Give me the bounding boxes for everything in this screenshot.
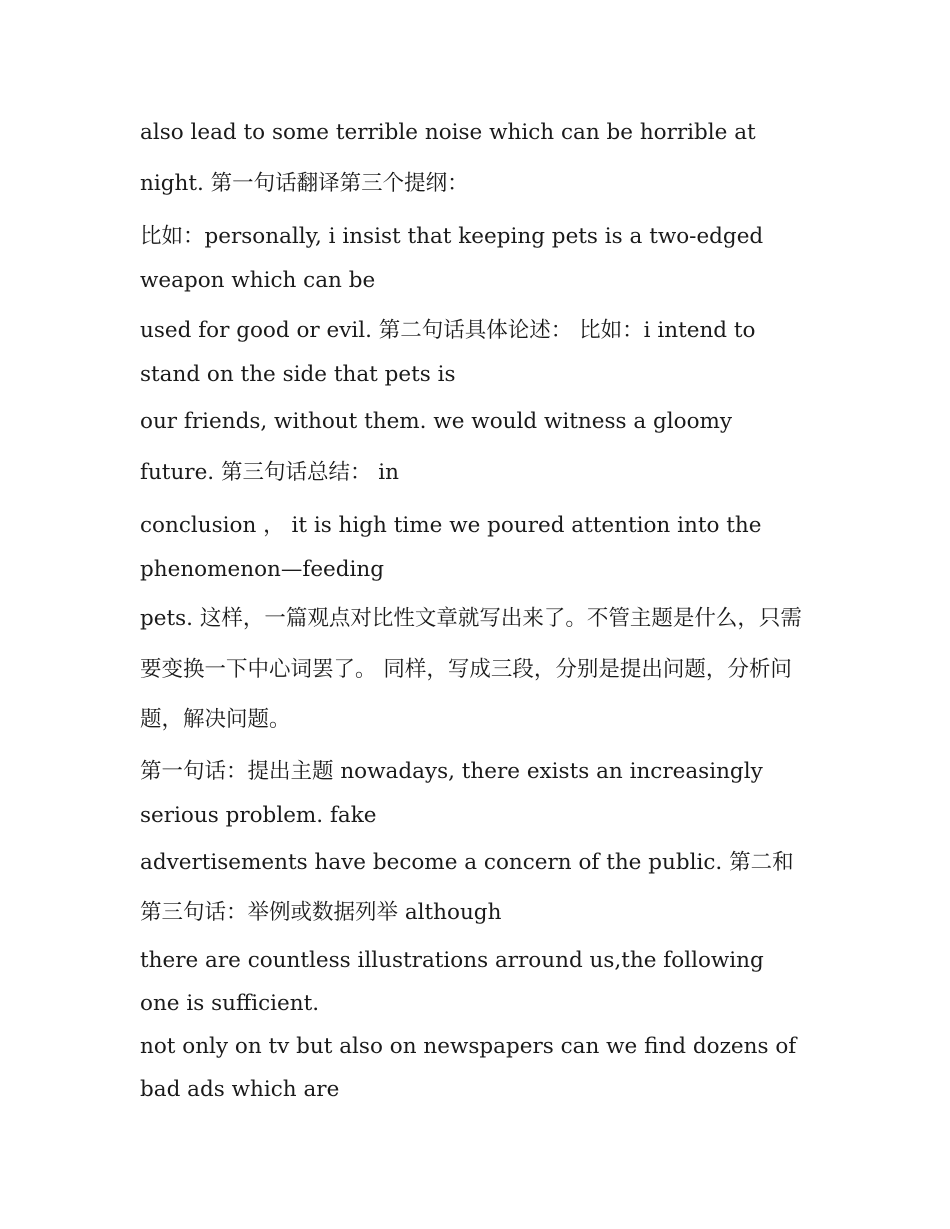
paragraph-8: advertisements have become a concern of the public. 第二和第三句话：举例或数据列举 although	[140, 849, 794, 925]
paragraph-9: there are countless illustrations arround us,the following one is sufficient.	[140, 947, 764, 1016]
paragraph-1: also lead to some terrible noise which can be horrible at night. 第一句话翻译第三个提纲：	[140, 120, 756, 196]
paragraph-3: used for good or evil. 第二句话具体论述： 比如：i intend to stand on the side that pets is	[140, 318, 756, 387]
document-body	[140, 108, 810, 1111]
paragraph-5: conclusion ， it is high time we poured attention into the phenomenon—feeding	[140, 513, 762, 582]
paragraph-4: our friends, without them. we would witness a gloomy future. 第三句话总结： in	[140, 409, 733, 485]
paragraph-10: not only on tv but also on newspapers can we find dozens of bad ads which are	[140, 1033, 797, 1102]
paragraph-7: 第一句话：提出主题 nowadays, there exists an increasingly serious problem. fake	[140, 758, 763, 828]
paragraph-2: 比如：personally, i insist that keeping pets is a two-edged weapon which can be	[140, 224, 764, 293]
paragraph-6: pets. 这样，一篇观点对比性文章就写出来了。不管主题是什么，只需要变换一下中心词罢了。 同样，写成三段，分别是提出问题，分析问题，解决问题。	[140, 606, 802, 732]
